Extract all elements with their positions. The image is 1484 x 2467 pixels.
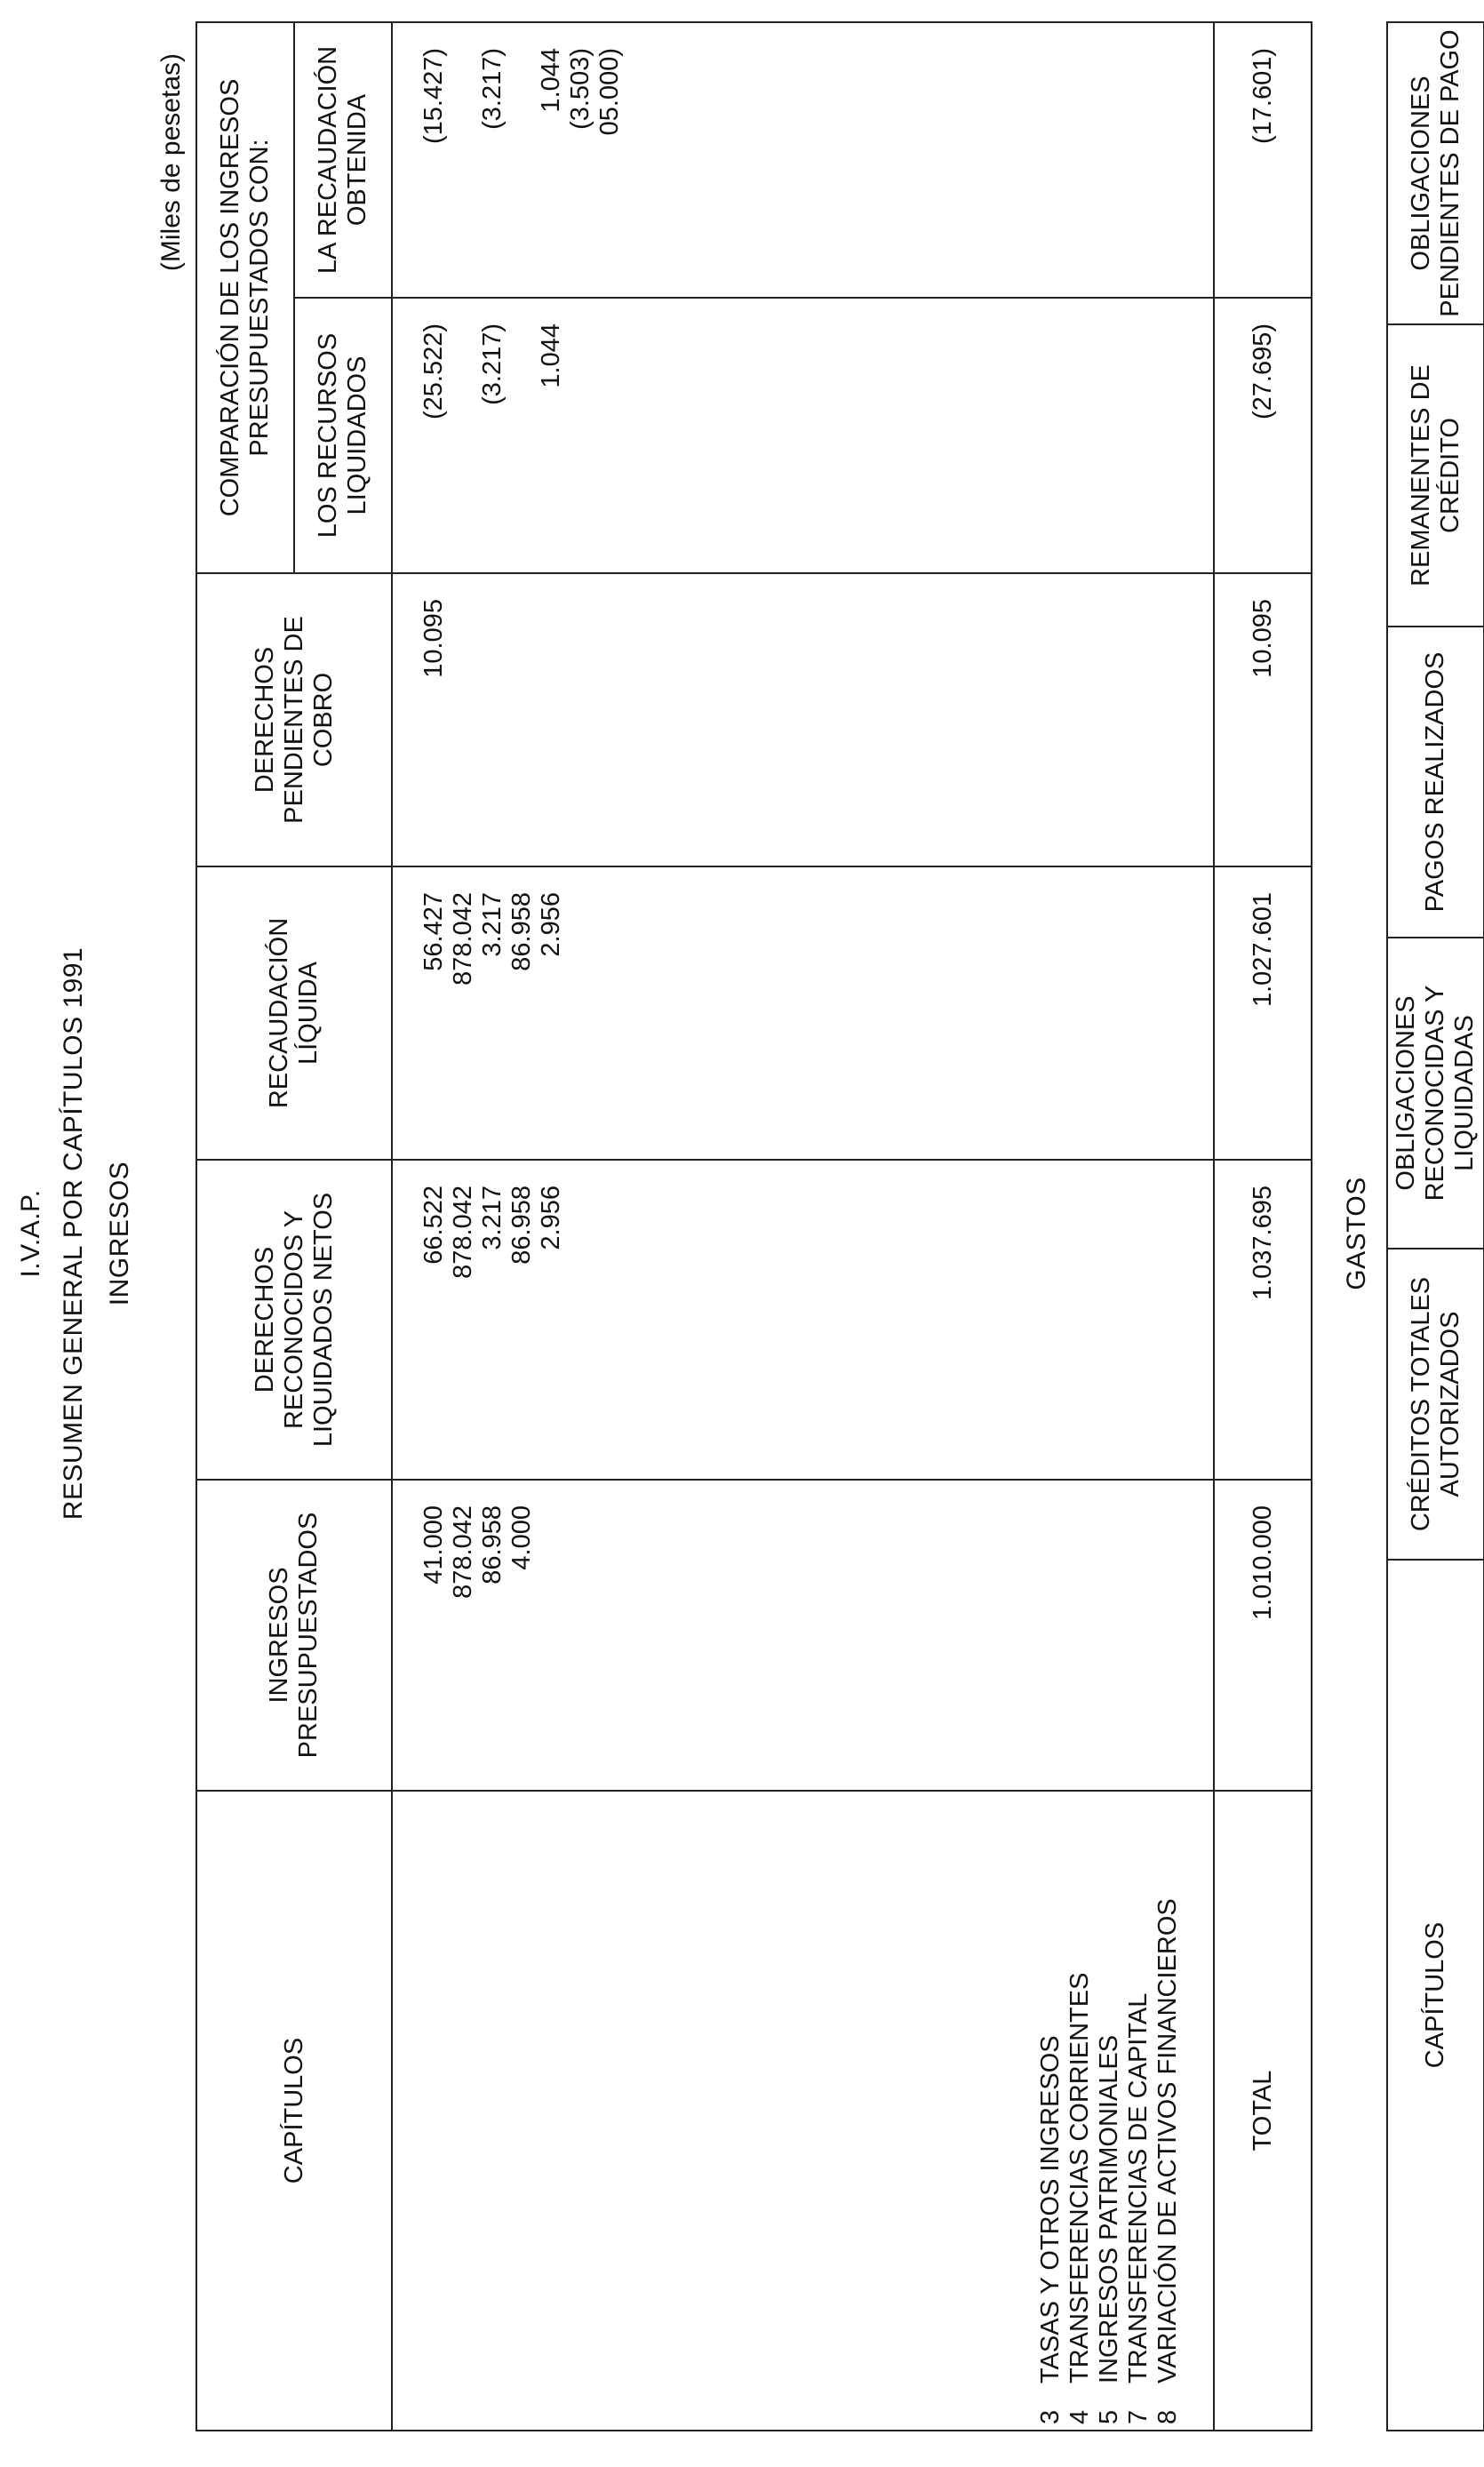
ingresos-header-capitulos: CAPÍTULOS [196, 1791, 392, 2431]
row-label: VARIACIÓN DE ACTIVOS FINANCIEROS [1153, 1898, 1182, 2383]
cell-value: 4.000 [507, 1505, 536, 1570]
cell-value: (25.522) [419, 323, 448, 420]
gastos-header-capitulos: CAPÍTULOS [1387, 1560, 1484, 2431]
table-row [1095, 1797, 1124, 2424]
ingresos-table [195, 21, 1312, 2431]
ingresos-total-recursos: (27.695) [1214, 298, 1312, 573]
cell-value: 878.042 [449, 1186, 477, 1279]
ingresos-header-recursos: LOS RECURSOS LIQUIDADOS [294, 298, 392, 573]
ingresos-recaudacion-values [392, 866, 1214, 1160]
row-code: 3 [1036, 2409, 1065, 2424]
ingresos-header-comparacion: COMPARACIÓN DE LOS INGRESOS PRESUPUESTADOS CON: [196, 22, 294, 573]
cell-value [449, 48, 478, 291]
ingresos-header-pendientes: DERECHOS PENDIENTES DE COBRO [196, 573, 392, 866]
document-title: RESUMEN GENERAL POR CAPÍTULOS 1991 [59, 946, 88, 1521]
gastos-header-remanentes: REMANENTES DE CRÉDITO [1387, 324, 1484, 627]
ingresos-header-obtenida: LA RECAUDACIÓN OBTENIDA [294, 22, 392, 298]
ingresos-pendientes-values [392, 573, 1214, 866]
cell-value: 10.095 [419, 599, 448, 678]
row-label: TASAS Y OTROS INGRESOS [1036, 2035, 1065, 2383]
cell-value: 878.042 [449, 892, 477, 986]
cell-value [478, 599, 507, 860]
table-row [1124, 1797, 1153, 2424]
ingresos-total-presupuestados: 1.010.000 [1214, 1480, 1312, 1791]
table-row [1153, 1797, 1183, 2424]
cell-value: 2.956 [537, 1186, 565, 1250]
cell-value: 1.044 [537, 323, 565, 388]
row-code: 5 [1095, 2409, 1123, 2424]
cell-value [507, 599, 537, 860]
gastos-header-creditos: CRÉDITOS TOTALES AUTORIZADOS [1387, 1249, 1484, 1560]
cell-value [507, 323, 537, 567]
units-note: (Miles de pesetas) [156, 53, 186, 272]
cell-value: (3.217) [478, 47, 507, 130]
ingresos-recursos-values [392, 298, 1214, 573]
ingresos-total-recaudacion: 1.027.601 [1214, 866, 1312, 1160]
gastos-header-pagos: PAGOS REALIZADOS [1387, 627, 1484, 938]
row-label: TRANSFERENCIAS CORRIENTES [1065, 1972, 1094, 2383]
cell-value [537, 1505, 566, 1784]
ingresos-total-derechos: 1.037.695 [1214, 1160, 1312, 1480]
cell-value: 05.000) [595, 47, 624, 136]
ingresos-total-pendientes: 10.095 [1214, 573, 1312, 866]
cell-value: 86.958 [478, 1505, 507, 1585]
cell-value: 86.958 [507, 1186, 536, 1265]
row-code: 4 [1065, 2409, 1094, 2424]
cell-value: (3.503) [566, 47, 594, 130]
table-row [1036, 1797, 1065, 2424]
ingresos-total-label: TOTAL [1214, 1791, 1312, 2431]
cell-value [449, 323, 478, 567]
table-row [1065, 1797, 1095, 2424]
ingresos-capitulos-cell [392, 1791, 1214, 2431]
cell-value [537, 599, 566, 860]
cell-value: 86.958 [507, 892, 536, 971]
cell-value: 3.217 [478, 1186, 507, 1250]
gastos-header-obligaciones: OBLIGACIONES RECONOCIDAS Y LIQUIDADAS [1387, 938, 1484, 1249]
cell-value: 878.042 [449, 1505, 477, 1599]
cell-value [449, 599, 478, 860]
ingresos-obtenida-values [392, 22, 1214, 298]
row-label: INGRESOS PATRIMONIALES [1095, 2034, 1123, 2383]
cell-value: (3.217) [478, 323, 507, 405]
ingresos-header-presupuestados: INGRESOS PRESUPUESTADOS [196, 1480, 392, 1791]
ingresos-header-recaudacion: RECAUDACIÓN LÍQUIDA [196, 866, 392, 1160]
org-name: I.V.A.P. [16, 1189, 45, 1278]
cell-value: 1.044 [537, 47, 565, 113]
gastos-table [1386, 21, 1484, 2431]
ingresos-header-derechos: DERECHOS RECONOCIDOS Y LIQUIDADOS NETOS [196, 1160, 392, 1480]
cell-value [507, 48, 537, 291]
cell-value: 56.427 [419, 892, 448, 971]
ingresos-presupuestados-values [392, 1480, 1214, 1791]
ingresos-title: INGRESOS [105, 1161, 134, 1306]
row-code: 8 [1153, 2409, 1182, 2424]
ingresos-derechos-values [392, 1160, 1214, 1480]
row-label: TRANSFERENCIAS DE CAPITAL [1124, 1992, 1153, 2383]
cell-value: 41.000 [419, 1505, 448, 1585]
gastos-header-pendientes: OBLIGACIONES PENDIENTES DE PAGO [1387, 22, 1484, 324]
ingresos-total-obtenida: (17.601) [1214, 22, 1312, 298]
cell-value: (15.427) [419, 47, 448, 144]
cell-value: 3.217 [478, 892, 507, 957]
row-code: 7 [1124, 2409, 1153, 2424]
cell-value: 2.956 [537, 892, 565, 957]
cell-value: 66.522 [419, 1186, 448, 1265]
gastos-title: GASTOS [1342, 1177, 1371, 1290]
